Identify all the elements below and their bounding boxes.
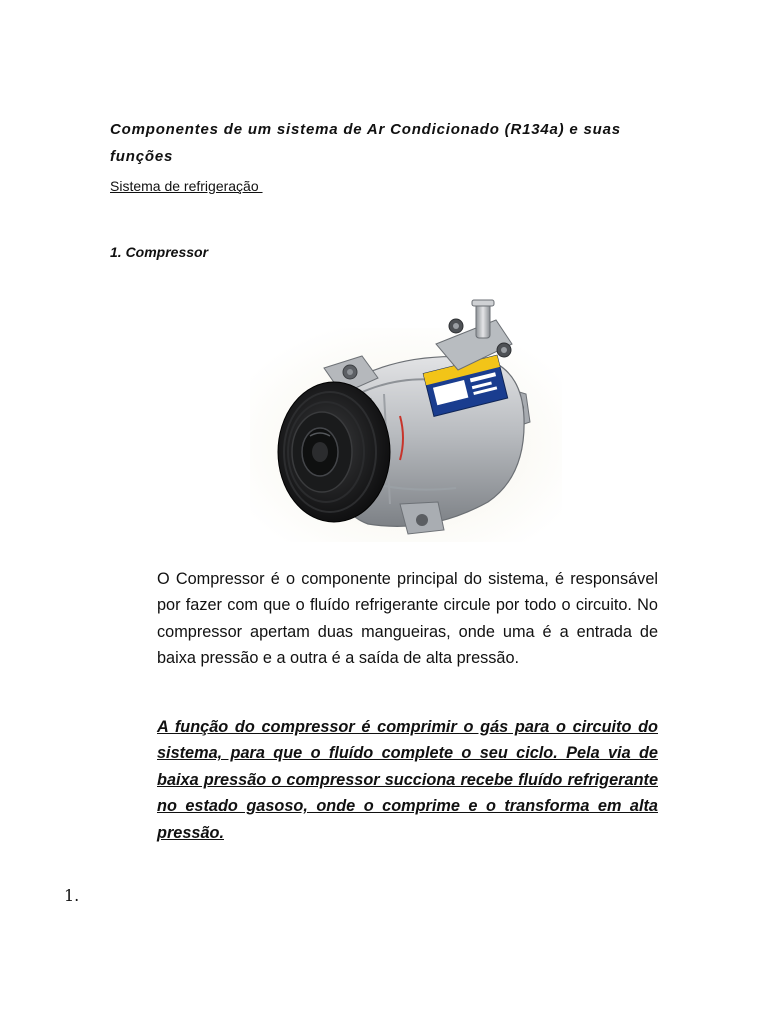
paragraph-compressor-description: O Compressor é o componente principal do sistema, é responsável por fazer com que o fluído refrigerante circule por todo o circuito. No compressor apertam duas mangueiras, onde uma é a entrada de baixa pressão e a outra é a saída de alta pressão.	[157, 570, 658, 668]
list-marker: 1.	[64, 886, 80, 905]
section-heading-compressor: 1. Compressor	[110, 244, 209, 260]
ac-compressor-photo	[250, 298, 562, 542]
document-subtitle: Sistema de refrigeração	[110, 178, 263, 194]
paragraph-compressor-function: A função do compressor é comprimir o gás para o circuito do sistema, para que o fluído complete o seu ciclo. Pela via de baixa pressão o compressor succiona recebe fluído refrigerante no estado gasoso, onde o comprime e o transforma em alta pressão.	[157, 718, 658, 842]
compressor-figure	[250, 298, 562, 542]
document-title: Componentes de um sistema de Ar Condicionado (R134a) e suas funções	[110, 121, 621, 165]
